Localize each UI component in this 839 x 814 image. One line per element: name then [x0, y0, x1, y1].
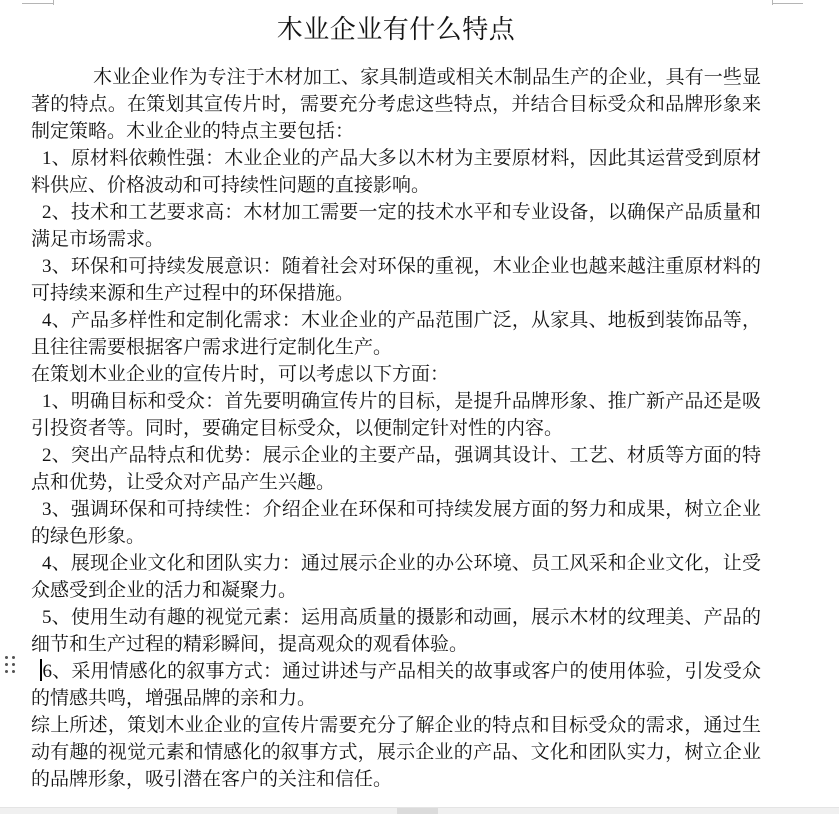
paragraph-text: 在策划木业企业的宣传片时，可以考虑以下方面： [31, 364, 450, 385]
paragraph-text: 综上所述，策划木业企业的宣传片需要充分了解企业的特点和目标受众的需求，通过生动有趣的视觉元素和情感化的叙事方式，展示企业的产品、文化和团队实力，树立企业的品牌形象，吸引潜在客户的关注和信任。 [31, 715, 761, 790]
horizontal-scrollbar-thumb[interactable] [397, 808, 438, 814]
paragraph[interactable] [31, 64, 761, 145]
paragraph[interactable] [31, 496, 761, 550]
paragraph-text: 2、技术和工艺要求高：木材加工需要一定的技术水平和专业设备，以确保产品质量和满足市场需求。 [31, 202, 761, 250]
paragraph-text: 4、展现企业文化和团队实力：通过展示企业的办公环境、员工风采和企业文化，让受众感受到企业的活力和凝聚力。 [31, 553, 761, 601]
paragraph[interactable] [31, 253, 761, 307]
paragraph[interactable] [31, 307, 761, 361]
paragraph[interactable] [31, 145, 761, 199]
paragraph-text: 1、原材料依赖性强：木业企业的产品大多以木材为主要原材料，因此其运营受到原材料供应、价格波动和可持续性问题的直接影响。 [31, 148, 761, 196]
paragraph[interactable] [31, 604, 761, 658]
text-cursor-caret [40, 659, 42, 681]
paragraph[interactable] [31, 199, 761, 253]
paragraph-text: 3、强调环保和可持续性：介绍企业在环保和可持续发展方面的努力和成果，树立企业的绿色形象。 [31, 499, 761, 547]
paragraph-text: 6、采用情感化的叙事方式：通过讲述与产品相关的故事或客户的使用体验，引发受众的情感共鸣，增强品牌的亲和力。 [31, 661, 761, 709]
paragraph-text: 1、明确目标和受众：首先要明确宣传片的目标，是提升品牌形象、推广新产品还是吸引投资者等。同时，要确定目标受众，以便制定针对性的内容。 [31, 391, 761, 439]
paragraph[interactable] [31, 361, 761, 388]
paragraph-text: 5、使用生动有趣的视觉元素：运用高质量的摄影和动画，展示木材的纹理美、产品的细节和生产过程的精彩瞬间，提高观众的观看体验。 [31, 607, 761, 655]
paragraph[interactable] [31, 388, 761, 442]
margin-mark-top-right-tick [772, 0, 773, 5]
paragraph[interactable] [31, 658, 761, 712]
document-body [31, 64, 761, 793]
paragraph-text: 木业企业作为专注于木材加工、家具制造或相关木制品生产的企业，具有一些显著的特点。在策划其宣传片时，需要充分考虑这些特点，并结合目标受众和品牌形象来制定策略。木业企业的特点主要包括： [31, 67, 761, 142]
document-content [31, 14, 800, 793]
paragraph[interactable] [31, 442, 761, 496]
margin-mark-top-left-tick [53, 0, 54, 5]
drag-handle-icon[interactable] [5, 656, 15, 673]
paragraph-text: 3、环保和可持续发展意识：随着社会对环保的重视，木业企业也越来越注重原材料的可持续来源和生产过程中的环保措施。 [31, 256, 761, 304]
paragraph-text: 2、突出产品特点和优势：展示企业的主要产品，强调其设计、工艺、材质等方面的特点和优势，让受众对产品产生兴趣。 [31, 445, 761, 493]
paragraph-text: 4、产品多样性和定制化需求：木业企业的产品范围广泛，从家具、地板到装饰品等，且往往需要根据客户需求进行定制化生产。 [31, 310, 761, 358]
paragraph[interactable] [31, 550, 761, 604]
margin-mark-top-right [772, 3, 803, 4]
margin-mark-top-left [22, 3, 53, 4]
document-title[interactable]: 木业企业有什么特点 [276, 15, 516, 44]
paragraph[interactable] [31, 712, 761, 793]
horizontal-scrollbar[interactable] [0, 807, 839, 814]
